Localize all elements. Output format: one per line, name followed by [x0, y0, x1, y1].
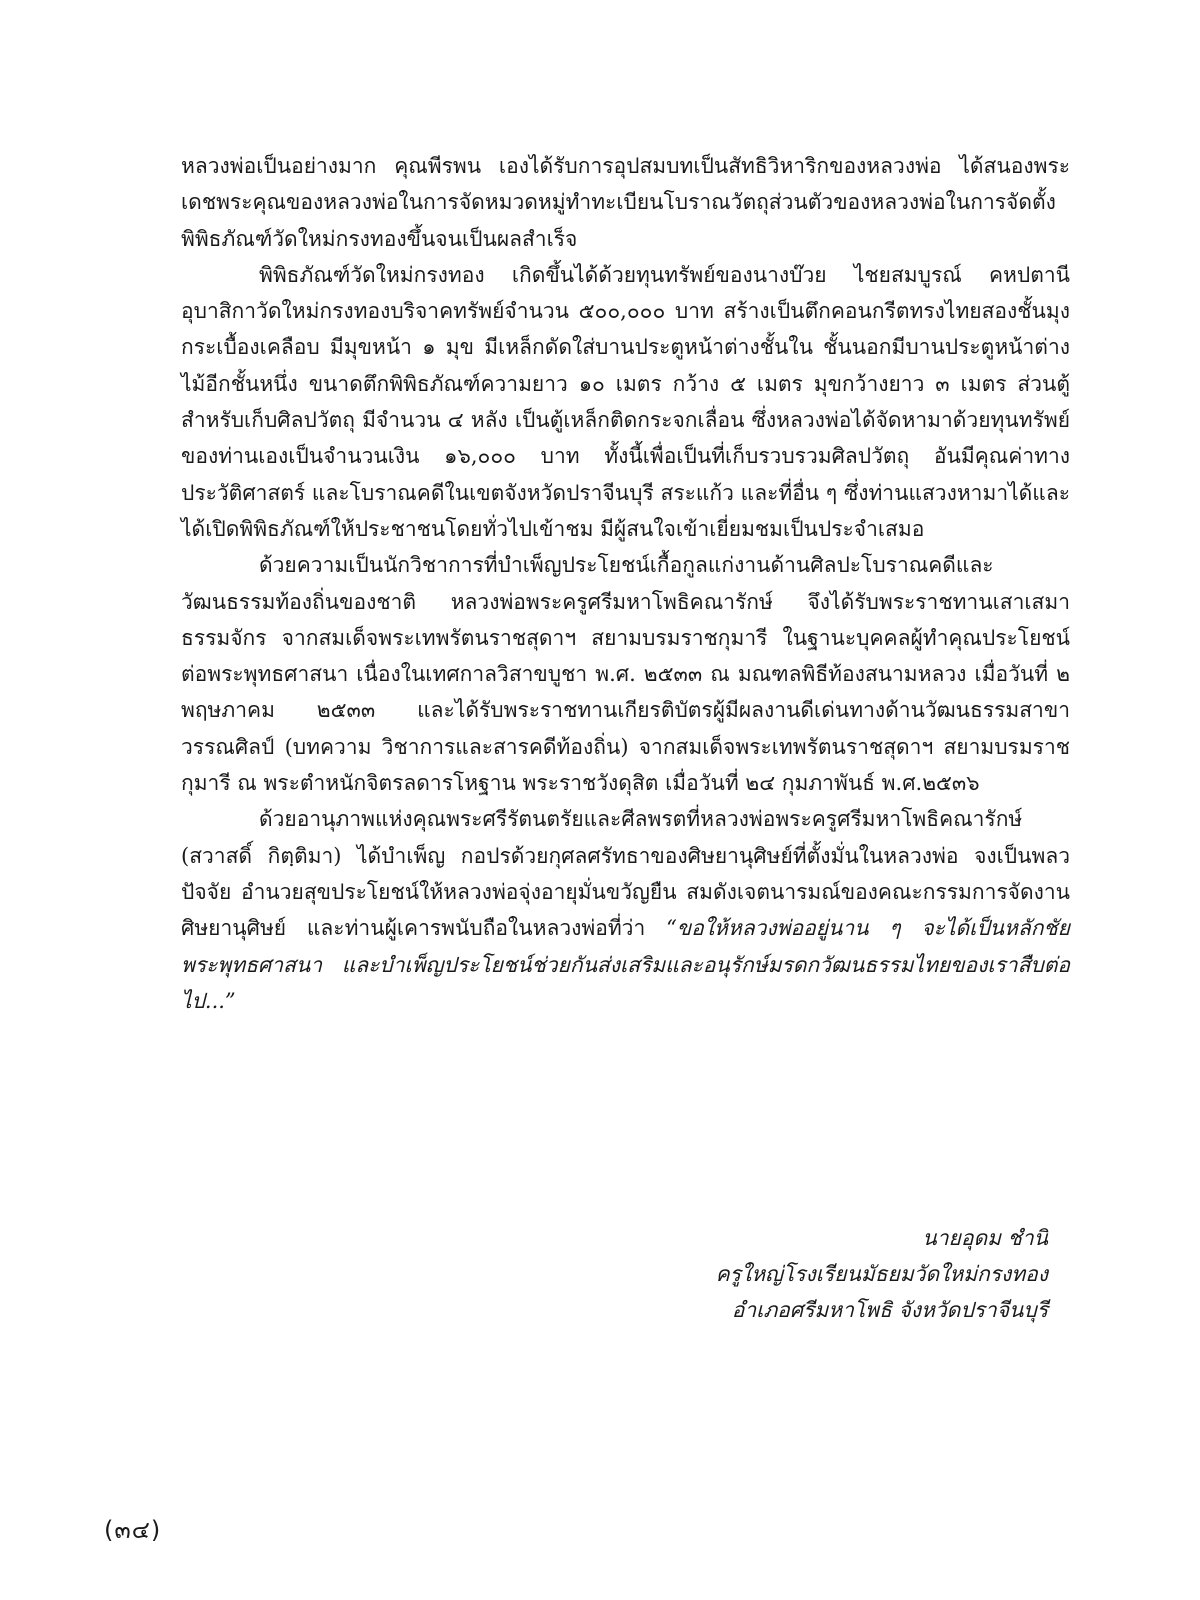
signature-location: อำเภอศรีมหาโพธิ จังหวัดปราจีนบุรี — [731, 1298, 1048, 1322]
paragraph-continuation: หลวงพ่อเป็นอย่างมาก คุณพีรพน เองได้รับการอุปสมบทเป็นสัทธิวิหาริกของหลวงพ่อ ได้สนองพระเดชพระคุณของหลวงพ่อในการจัดหมวดหมู่ทำทะเบียนโบราณวัตถุส่วนตัวของหลวงพ่อในการจัดตั้งพิพิธภัณฑ์วัดใหม่กรงทองขึ้นจนเป็นผลสำเร็จ — [181, 154, 1070, 251]
body-text — [181, 148, 1070, 1019]
paragraph-museum: พิพิธภัณฑ์วัดใหม่กรงทอง เกิดขึ้นได้ด้วยทุนทรัพย์ของนางบ๊วย ไชยสมบูรณ์ คหปตานีอุบาสิกาวัดใหม่กรงทองบริจาคทรัพย์จำนวน ๕๐๐,๐๐๐ บาท สร้างเป็นตึกคอนกรีตทรงไทยสองชั้นมุงกระเบื้องเคลือบ มีมุขหน้า ๑ มุข มีเหล็กดัดใส่บานประตูหน้าต่างชั้นใน ชั้นนอกมีบานประตูหน้าต่างไม้อีกชั้นหนึ่ง ขนาดตึกพิพิธภัณฑ์ความยาว ๑๐ เมตร กว้าง ๕ เมตร มุขกว้างยาว ๓ เมตร ส่วนตู้สำหรับเก็บศิลปวัตถุ มีจำนวน ๔ หลัง เป็นตู้เหล็กติดกระจกเลื่อน ซึ่งหลวงพ่อได้จัดหามาด้วยทุนทรัพย์ของท่านเองเป็นจำนวนเงิน ๑๖,๐๐๐ บาท ทั้งนี้เพื่อเป็นที่เก็บรวบรวมศิลปวัตถุ อันมีคุณค่าทางประวัติศาสตร์ และโบราณคดีในเขตจังหวัดปราจีนบุรี สระแก้ว และที่อื่น ๆ ซึ่งท่านแสวงหามาได้และได้เปิดพิพิธภัณฑ์ให้ประชาชนโดยทั่วไปเข้าชม มีผู้สนใจเข้าเยี่ยมชมเป็นประจำเสมอ — [181, 262, 1070, 541]
signature-name: นายอุดม ชำนิ — [922, 1226, 1048, 1250]
blessing-text: ด้วยอานุภาพแห่งคุณพระศรีรัตนตรัยและศีลพรตที่หลวงพ่อพระครูศรีมหาโพธิคณารักษ์ (สวาสดิ์ กิตฺติมา) ได้บำเพ็ญ กอปรด้วยกุศลศรัทธาของศิษยานุศิษย์ที่ตั้งมั่นในหลวงพ่อ จงเป็นพลวปัจจัย อำนวยสุขประโยชน์ให้หลวงพ่อจุ่งอายุมั่นขวัญยืน สมดังเจตนารมณ์ของคณะกรรมการจัดงาน ศิษยานุศิษย์ และท่านผู้เคารพนับถือในหลวงพ่อที่ว่า — [181, 807, 1070, 941]
page-number: (๓๔) — [104, 1516, 162, 1544]
blessing-quote: “ขอให้หลวงพ่ออยู่นาน ๆ จะได้เป็นหลักชัยพระพุทธศาสนา และบำเพ็ญประโยชน์ช่วยกันส่งเสริมและอนุรักษ์มรดกวัฒนธรรมไทยของเราสืบต่อไป...” — [181, 916, 1070, 1013]
paragraph-awards: ด้วยความเป็นนักวิชาการที่บำเพ็ญประโยชน์เกื้อกูลแก่งานด้านศิลปะโบราณคดีและวัฒนธรรมท้องถิ่นของชาติ หลวงพ่อพระครูศรีมหาโพธิคณารักษ์ จึงได้รับพระราชทานเสาเสมาธรรมจักร จากสมเด็จพระเทพรัตนราชสุดาฯ สยามบรมราชกุมารี ในฐานะบุคคลผู้ทำคุณประโยชน์ต่อพระพุทธศาสนา เนื่องในเทศกาลวิสาขบูชา พ.ศ. ๒๕๓๓ ณ มณฑลพิธีท้องสนามหลวง เมื่อวันที่ ๒ พฤษภาคม ๒๕๓๓ และได้รับพระราชทานเกียรติบัตรผู้มีผลงานดีเด่นทางด้านวัฒนธรรมสาขาวรรณศิลป์ (บทความ วิชาการและสารคดีท้องถิ่น) จากสมเด็จพระเทพรัตนราชสุดาฯ สยามบรมราชกุมารี ณ พระตำหนักจิตรลดารโหฐาน พระราชวังดุสิต เมื่อวันที่ ๒๔ กุมภาพันธ์ พ.ศ.๒๕๓๖ — [181, 553, 1070, 796]
signature-position: ครูใหญ่โรงเรียนมัธยมวัดใหม่กรงทอง — [715, 1262, 1048, 1286]
paragraph-blessing — [181, 801, 1070, 1019]
signature-block — [716, 1220, 1048, 1328]
